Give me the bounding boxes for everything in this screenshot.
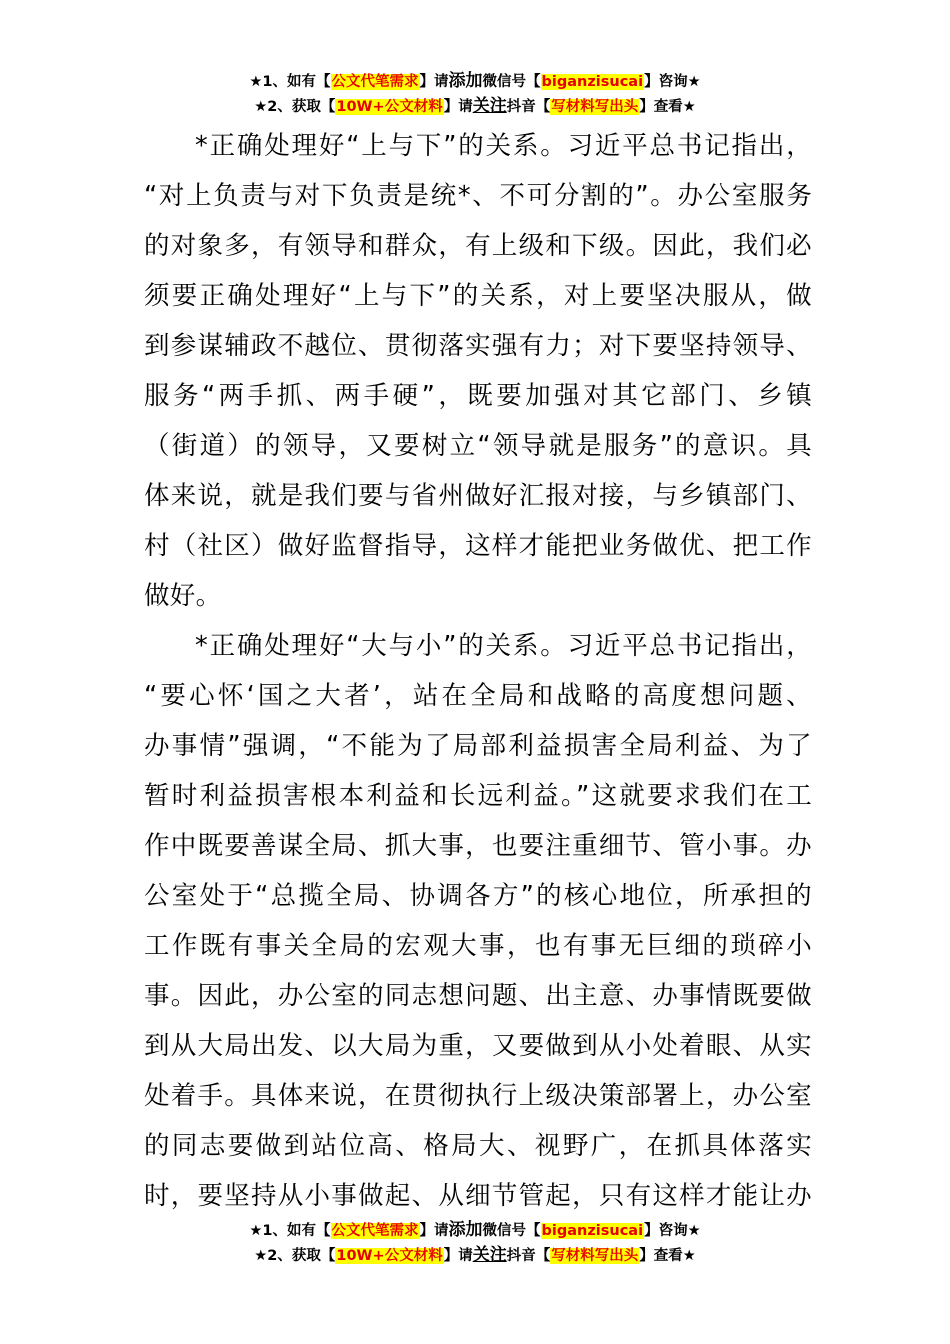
text-line: 体来说，就是我们要与省州做好汇报对接，与乡镇部门、 (144, 481, 812, 511)
text-line: 工作既有事关全局的宏观大事，也有事无巨细的琐碎小 (144, 931, 812, 961)
banner-text: 微信号【 (482, 1223, 541, 1239)
text-line: 时，要坚持从小事做起、从细节管起，只有这样才能让办 (144, 1181, 812, 1211)
paragraph-up-down (144, 121, 812, 621)
text-line: 村（社区）做好监督指导，这样才能把业务做优、把工作 (144, 531, 812, 561)
banner-emphasis: 关注 (472, 1245, 507, 1265)
text-line: 作中既要善谋全局、抓大事，也要注重细节、管小事。办 (144, 831, 812, 861)
banner-text: ★1、如有【 (249, 1223, 331, 1239)
text-line: 做好。 (144, 581, 222, 611)
text-line: 处着手。具体来说，在贯彻执行上级决策部署上，办公室 (144, 1081, 812, 1111)
text-line: “对上负责与对下负责是统*、不可分割的”。办公室服务 (144, 181, 812, 211)
banner-line-2 (0, 1243, 950, 1268)
paragraph-big-small (144, 621, 812, 1221)
banner-text: 】请 (419, 1223, 449, 1239)
banner-wechat-id: biganzisucai (541, 1223, 644, 1239)
banner-text: 】咨询★ (644, 74, 701, 90)
banner-text: ★1、如有【 (249, 74, 331, 90)
footer-banner (0, 1218, 950, 1268)
banner-text: 抖音【 (506, 1248, 551, 1264)
text-line: 暂时利益损害根本利益和长远利益。”这就要求我们在工 (144, 781, 812, 811)
text-line: *正确处理好“上与下”的关系。习近平总书记指出， (195, 131, 812, 161)
banner-wechat-id: biganzisucai (541, 74, 644, 90)
banner-emphasis: 添加 (448, 71, 483, 91)
text-line: 的对象多，有领导和群众，有上级和下级。因此，我们必 (144, 231, 812, 261)
banner-text: 抖音【 (506, 99, 551, 115)
banner-text: 】请 (443, 1248, 473, 1264)
text-line: 的同志要做到站位高、格局大、视野广，在抓具体落实 (144, 1131, 812, 1161)
text-line: 到参谋辅政不越位、贯彻落实强有力；对下要坚持领导、 (144, 331, 812, 361)
document-body (144, 121, 812, 1221)
text-line: 到从大局出发、以大局为重，又要做到从小处着眼、从实 (144, 1031, 812, 1061)
banner-emphasis: 关注 (472, 96, 507, 116)
text-line: 事。因此，办公室的同志想问题、出主意、办事情既要做 (144, 981, 812, 1011)
banner-highlight: 10W+公文材料 (336, 1248, 443, 1264)
banner-line-1 (0, 69, 950, 94)
banner-highlight: 10W+公文材料 (336, 99, 443, 115)
banner-text: 】请 (419, 74, 449, 90)
banner-text: 】查看★ (639, 1248, 696, 1264)
banner-line-1 (0, 1218, 950, 1243)
text-line: 须要正确处理好“上与下”的关系，对上要坚决服从，做 (144, 281, 812, 311)
text-line: 公室处于“总揽全局、协调各方”的核心地位，所承担的 (144, 881, 812, 911)
text-line: 办事情”强调，“不能为了局部利益损害全局利益、为了 (144, 731, 812, 761)
text-line: 服务“两手抓、两手硬”，既要加强对其它部门、乡镇 (144, 381, 812, 411)
banner-douyin-id: 写材料写出头 (551, 1248, 639, 1264)
banner-text: 微信号【 (482, 74, 541, 90)
banner-highlight: 公文代笔需求 (331, 74, 419, 90)
text-line: “要心怀‘国之大者’，站在全局和战略的高度想问题、 (144, 681, 812, 711)
banner-text: 】咨询★ (644, 1223, 701, 1239)
banner-text: ★2、获取【 (254, 99, 336, 115)
header-banner (0, 69, 950, 119)
banner-douyin-id: 写材料写出头 (551, 99, 639, 115)
banner-emphasis: 添加 (448, 1220, 483, 1240)
banner-text: 】查看★ (639, 99, 696, 115)
text-line: *正确处理好“大与小”的关系。习近平总书记指出， (195, 631, 812, 661)
banner-line-2 (0, 94, 950, 119)
banner-text: 】请 (443, 99, 473, 115)
banner-highlight: 公文代笔需求 (331, 1223, 419, 1239)
banner-text: ★2、获取【 (254, 1248, 336, 1264)
text-line: （街道）的领导，又要树立“领导就是服务”的意识。具 (144, 431, 812, 461)
